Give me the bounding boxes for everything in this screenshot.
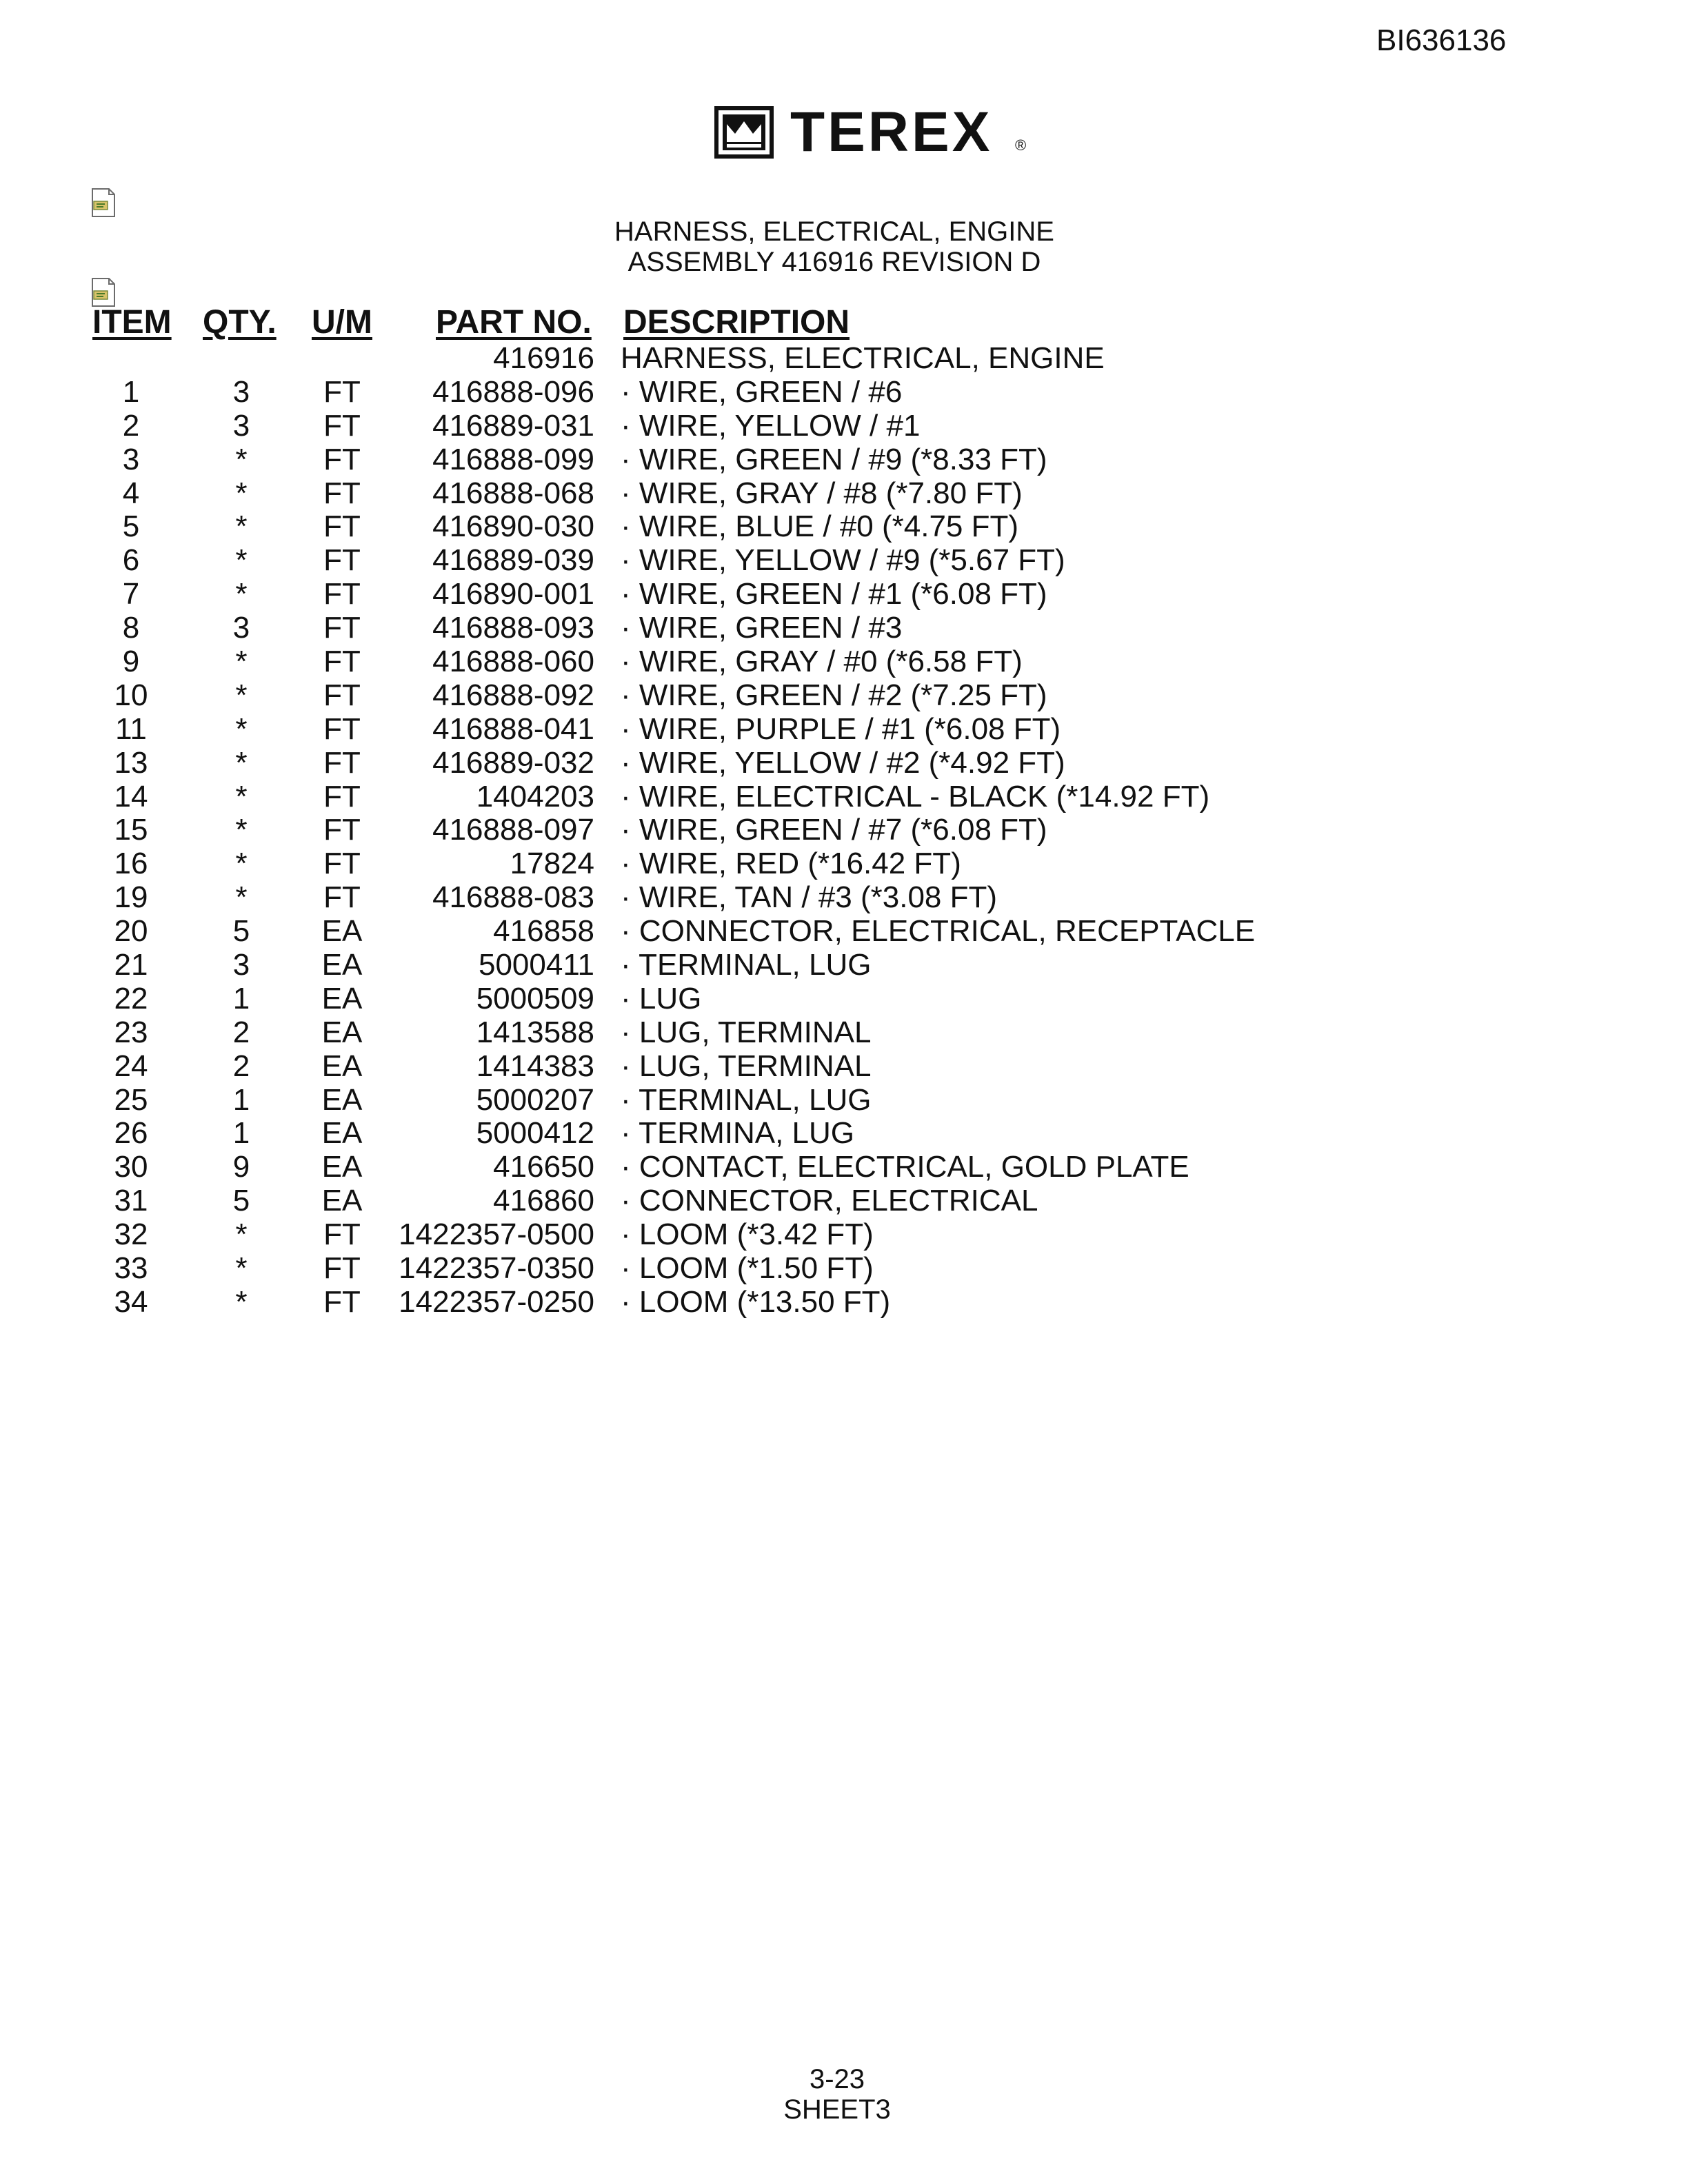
cell-qty: 3 bbox=[232, 948, 250, 982]
cell-part-no: 416889-031 bbox=[432, 408, 594, 443]
cell-part-no: 416888-092 bbox=[432, 678, 594, 712]
header-um: U/M bbox=[312, 304, 372, 341]
table-row bbox=[0, 1286, 1688, 1320]
cell-description: · TERMINAL, LUG bbox=[621, 948, 872, 982]
cell-description: · LUG, TERMINAL bbox=[621, 1015, 872, 1049]
cell-um: FT bbox=[323, 779, 361, 813]
cell-um: FT bbox=[323, 645, 361, 679]
cell-um: FT bbox=[323, 374, 361, 409]
cell-description: · WIRE, GREEN / #9 (*8.33 FT) bbox=[621, 442, 1047, 476]
cell-qty: * bbox=[235, 745, 248, 780]
cell-part-no: 416890-030 bbox=[432, 509, 594, 544]
cell-description: · LOOM (*1.50 FT) bbox=[621, 1251, 874, 1286]
cell-item: 26 bbox=[114, 1116, 148, 1151]
cell-description: · WIRE, GREEN / #1 (*6.08 FT) bbox=[621, 577, 1047, 611]
cell-qty: 2 bbox=[232, 1015, 250, 1049]
document-icon[interactable] bbox=[90, 188, 117, 218]
cell-part-no: 416888-068 bbox=[432, 476, 594, 510]
cell-description: · WIRE, GREEN / #2 (*7.25 FT) bbox=[621, 678, 1047, 712]
cell-description: · WIRE, GRAY / #8 (*7.80 FT) bbox=[621, 476, 1023, 510]
table-row bbox=[0, 578, 1688, 611]
table-row bbox=[0, 645, 1688, 679]
cell-qty: * bbox=[235, 1284, 248, 1319]
page-number: 3-23 bbox=[809, 2064, 865, 2094]
cell-um: FT bbox=[323, 880, 361, 915]
cell-um: FT bbox=[323, 847, 361, 881]
table-row bbox=[0, 1184, 1688, 1218]
cell-um: EA bbox=[321, 1015, 363, 1049]
cell-part-no: 5000207 bbox=[476, 1082, 594, 1117]
cell-part-no: 5000412 bbox=[476, 1116, 594, 1151]
cell-description: · WIRE, PURPLE / #1 (*6.08 FT) bbox=[621, 711, 1061, 746]
cell-qty: * bbox=[235, 779, 248, 813]
table-row bbox=[0, 1117, 1688, 1151]
cell-description: · WIRE, ELECTRICAL - BLACK (*14.92 FT) bbox=[621, 779, 1210, 813]
cell-um: FT bbox=[323, 509, 361, 544]
cell-qty: 3 bbox=[232, 408, 250, 443]
cell-um: EA bbox=[321, 948, 363, 982]
table-row bbox=[0, 813, 1688, 847]
cell-description: · LOOM (*13.50 FT) bbox=[621, 1284, 891, 1319]
table-row bbox=[0, 477, 1688, 511]
table-row bbox=[0, 1084, 1688, 1118]
cell-part-no: 416888-083 bbox=[432, 880, 594, 915]
document-id: BI636136 bbox=[1376, 23, 1507, 57]
cell-item: 34 bbox=[114, 1284, 148, 1319]
cell-um: EA bbox=[321, 1049, 363, 1083]
cell-qty: 1 bbox=[232, 1082, 250, 1117]
table-row bbox=[0, 747, 1688, 780]
header-part-no: PART NO. bbox=[436, 304, 592, 341]
table-row bbox=[0, 376, 1688, 410]
cell-item: 23 bbox=[114, 1015, 148, 1049]
cell-part-no: 416888-096 bbox=[432, 374, 594, 409]
cell-description: · CONTACT, ELECTRICAL, GOLD PLATE bbox=[621, 1150, 1189, 1184]
assembly-title bbox=[0, 216, 1688, 247]
registered-mark: ® bbox=[1015, 136, 1027, 154]
cell-um: FT bbox=[323, 543, 361, 578]
assembly-title-line1: HARNESS, ELECTRICAL, ENGINE bbox=[614, 216, 1054, 247]
cell-item: 30 bbox=[114, 1150, 148, 1184]
table-row bbox=[0, 1050, 1688, 1084]
cell-um: FT bbox=[323, 1217, 361, 1252]
cell-item: 1 bbox=[122, 374, 140, 409]
cell-description: · WIRE, GRAY / #0 (*6.58 FT) bbox=[621, 645, 1023, 679]
cell-part-no: 1413588 bbox=[476, 1015, 594, 1049]
cell-qty: * bbox=[235, 645, 248, 679]
cell-part-no: 5000411 bbox=[478, 948, 594, 982]
cell-description: · WIRE, GREEN / #6 bbox=[621, 374, 903, 409]
cell-um: FT bbox=[323, 711, 361, 746]
cell-qty: * bbox=[235, 711, 248, 746]
cell-description: HARNESS, ELECTRICAL, ENGINE bbox=[621, 341, 1105, 375]
cell-part-no: 5000509 bbox=[476, 981, 594, 1015]
table-row bbox=[0, 342, 1688, 376]
cell-um: FT bbox=[323, 408, 361, 443]
table-row bbox=[0, 982, 1688, 1016]
cell-part-no: 1422357-0250 bbox=[399, 1284, 594, 1319]
cell-part-no: 1404203 bbox=[476, 779, 594, 813]
cell-description: · WIRE, BLUE / #0 (*4.75 FT) bbox=[621, 509, 1019, 544]
table-row bbox=[0, 410, 1688, 443]
cell-qty: 2 bbox=[232, 1049, 250, 1083]
cell-qty: * bbox=[235, 678, 248, 712]
cell-description: · CONNECTOR, ELECTRICAL bbox=[621, 1184, 1038, 1218]
cell-item: 33 bbox=[114, 1251, 148, 1286]
cell-qty: * bbox=[235, 813, 248, 847]
cell-item: 32 bbox=[114, 1217, 148, 1252]
cell-um: EA bbox=[321, 1150, 363, 1184]
cell-item: 21 bbox=[114, 948, 148, 982]
table-row bbox=[0, 847, 1688, 881]
cell-description: · CONNECTOR, ELECTRICAL, RECEPTACLE bbox=[621, 914, 1256, 949]
cell-item: 5 bbox=[122, 509, 140, 544]
cell-part-no: 416889-039 bbox=[432, 543, 594, 578]
cell-qty: 1 bbox=[232, 981, 250, 1015]
cell-item: 15 bbox=[114, 813, 148, 847]
cell-description: · WIRE, GREEN / #3 bbox=[621, 611, 903, 645]
cell-part-no: 416888-093 bbox=[432, 611, 594, 645]
cell-description: · WIRE, YELLOW / #9 (*5.67 FT) bbox=[621, 543, 1065, 578]
cell-um: FT bbox=[323, 476, 361, 510]
table-row bbox=[0, 780, 1688, 814]
assembly-subtitle bbox=[0, 247, 1688, 277]
cell-qty: 9 bbox=[232, 1150, 250, 1184]
cell-item: 3 bbox=[122, 442, 140, 476]
cell-item: 9 bbox=[122, 645, 140, 679]
cell-um: FT bbox=[323, 1251, 361, 1286]
cell-item: 11 bbox=[115, 711, 147, 746]
cell-part-no: 416916 bbox=[493, 341, 594, 375]
table-row bbox=[0, 1016, 1688, 1050]
sheet-label: SHEET3 bbox=[783, 2094, 891, 2125]
cell-qty: * bbox=[235, 509, 248, 544]
cell-qty: * bbox=[235, 1251, 248, 1286]
cell-description: · WIRE, YELLOW / #1 bbox=[621, 408, 921, 443]
header-description: DESCRIPTION bbox=[623, 304, 850, 341]
cell-item: 24 bbox=[114, 1049, 148, 1083]
cell-description: · WIRE, TAN / #3 (*3.08 FT) bbox=[621, 880, 998, 915]
cell-um: FT bbox=[323, 1284, 361, 1319]
table-row bbox=[0, 881, 1688, 915]
cell-item: 14 bbox=[114, 779, 148, 813]
cell-qty: * bbox=[235, 476, 248, 510]
table-row bbox=[0, 1218, 1688, 1252]
cell-qty: * bbox=[235, 543, 248, 578]
cell-part-no: 17824 bbox=[510, 847, 594, 881]
assembly-title-line2: ASSEMBLY 416916 REVISION D bbox=[627, 247, 1041, 277]
cell-item: 20 bbox=[114, 914, 148, 949]
cell-item: 10 bbox=[114, 678, 148, 712]
cell-qty: 1 bbox=[232, 1116, 250, 1151]
table-row bbox=[0, 1151, 1688, 1184]
cell-item: 4 bbox=[122, 476, 140, 510]
table-row bbox=[0, 915, 1688, 949]
cell-part-no: 416888-041 bbox=[432, 711, 594, 746]
cell-description: · WIRE, YELLOW / #2 (*4.92 FT) bbox=[621, 745, 1065, 780]
cell-part-no: 416890-001 bbox=[432, 577, 594, 611]
cell-item: 16 bbox=[114, 847, 148, 881]
cell-description: · LUG bbox=[621, 981, 702, 1015]
cell-um: EA bbox=[321, 1184, 363, 1218]
cell-qty: * bbox=[235, 577, 248, 611]
cell-description: · LUG, TERMINAL bbox=[621, 1049, 872, 1083]
cell-item: 6 bbox=[122, 543, 140, 578]
terex-crown-icon bbox=[714, 106, 774, 159]
table-row bbox=[0, 949, 1688, 982]
cell-um: FT bbox=[323, 611, 361, 645]
cell-um: EA bbox=[321, 1082, 363, 1117]
table-row bbox=[0, 443, 1688, 477]
cell-um: EA bbox=[321, 981, 363, 1015]
cell-um: EA bbox=[321, 1116, 363, 1151]
cell-qty: 5 bbox=[232, 1184, 250, 1218]
cell-item: 8 bbox=[122, 611, 140, 645]
cell-item: 22 bbox=[114, 981, 148, 1015]
cell-description: · WIRE, RED (*16.42 FT) bbox=[621, 847, 961, 881]
cell-qty: * bbox=[235, 847, 248, 881]
cell-um: FT bbox=[323, 813, 361, 847]
cell-part-no: 1422357-0500 bbox=[399, 1217, 594, 1252]
cell-item: 19 bbox=[114, 880, 148, 915]
cell-item: 13 bbox=[114, 745, 148, 780]
cell-part-no: 416650 bbox=[493, 1150, 594, 1184]
cell-item: 2 bbox=[122, 408, 140, 443]
cell-part-no: 416858 bbox=[493, 914, 594, 949]
table-row bbox=[0, 544, 1688, 578]
cell-um: FT bbox=[323, 442, 361, 476]
cell-item: 25 bbox=[114, 1082, 148, 1117]
cell-part-no: 416888-060 bbox=[432, 645, 594, 679]
cell-qty: * bbox=[235, 442, 248, 476]
cell-item: 7 bbox=[122, 577, 140, 611]
table-row bbox=[0, 611, 1688, 645]
cell-qty: 3 bbox=[232, 611, 250, 645]
cell-part-no: 416888-099 bbox=[432, 442, 594, 476]
cell-description: · WIRE, GREEN / #7 (*6.08 FT) bbox=[621, 813, 1047, 847]
cell-part-no: 1422357-0350 bbox=[399, 1251, 594, 1286]
cell-part-no: 416889-032 bbox=[432, 745, 594, 780]
cell-description: · LOOM (*3.42 FT) bbox=[621, 1217, 874, 1252]
cell-item: 31 bbox=[114, 1184, 148, 1218]
table-row bbox=[0, 679, 1688, 713]
table-row bbox=[0, 713, 1688, 747]
cell-part-no: 1414383 bbox=[476, 1049, 594, 1083]
cell-um: FT bbox=[323, 678, 361, 712]
cell-description: · TERMINA, LUG bbox=[621, 1116, 855, 1151]
cell-um: FT bbox=[323, 577, 361, 611]
cell-qty: * bbox=[235, 880, 248, 915]
cell-part-no: 416860 bbox=[493, 1184, 594, 1218]
cell-qty: * bbox=[235, 1217, 248, 1252]
terex-logo bbox=[714, 101, 1032, 163]
table-row bbox=[0, 1252, 1688, 1286]
cell-description: · TERMINAL, LUG bbox=[621, 1082, 872, 1117]
header-qty: QTY. bbox=[203, 304, 277, 341]
cell-um: FT bbox=[323, 745, 361, 780]
cell-part-no: 416888-097 bbox=[432, 813, 594, 847]
cell-qty: 5 bbox=[232, 914, 250, 949]
cell-um: EA bbox=[321, 914, 363, 949]
header-item: ITEM bbox=[92, 304, 172, 341]
parts-table bbox=[0, 342, 1688, 1320]
cell-qty: 3 bbox=[232, 374, 250, 409]
table-row bbox=[0, 510, 1688, 544]
brand-wordmark: TEREX bbox=[790, 101, 993, 163]
